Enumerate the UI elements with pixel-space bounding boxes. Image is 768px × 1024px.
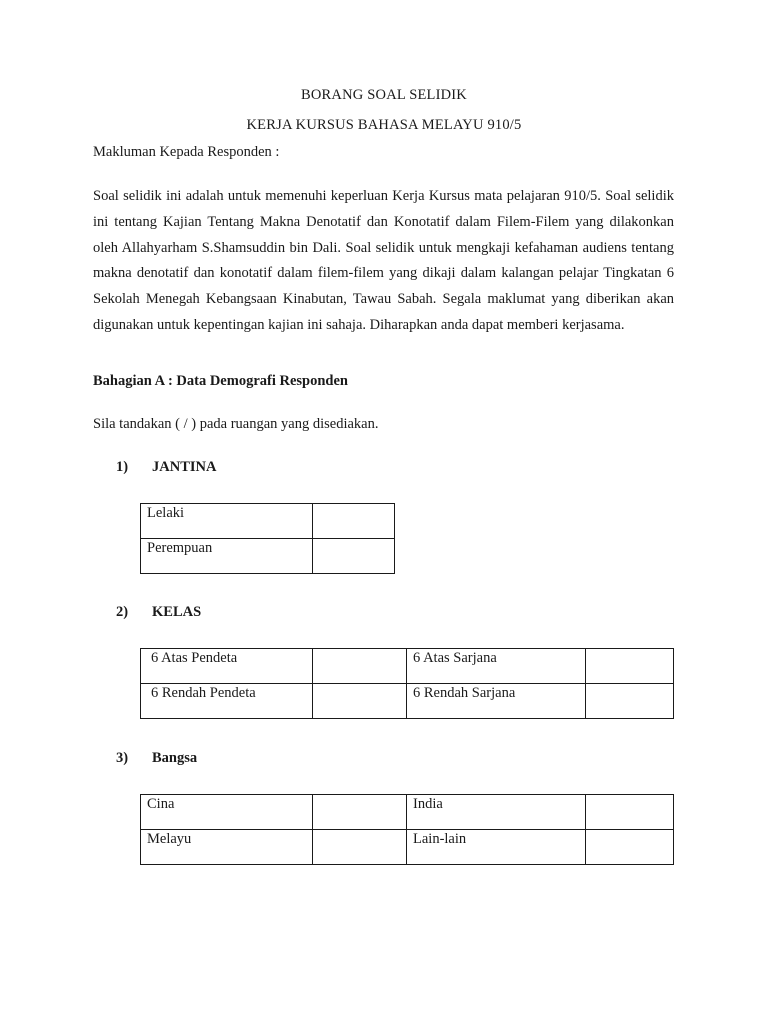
option-label-lelaki: Lelaki xyxy=(141,504,313,539)
question-number: 1) xyxy=(116,459,129,475)
question-label: JANTINA xyxy=(152,459,217,475)
option-label-6-rendah-pendeta: 6 Rendah Pendeta xyxy=(141,684,313,719)
checkbox-6-rendah-sarjana[interactable] xyxy=(586,684,674,719)
table-row xyxy=(141,830,674,865)
checkbox-melayu[interactable] xyxy=(313,830,407,865)
question-jantina-heading xyxy=(116,459,216,476)
checkbox-india[interactable] xyxy=(586,795,674,830)
table-row xyxy=(141,649,674,684)
question-number: 2) xyxy=(116,604,129,620)
checkbox-lain-lain[interactable] xyxy=(586,830,674,865)
table-row xyxy=(141,684,674,719)
table-row xyxy=(141,504,395,539)
option-label-india: India xyxy=(407,795,586,830)
question-number: 3) xyxy=(116,750,129,766)
option-label-cina: Cina xyxy=(141,795,313,830)
table-row xyxy=(141,539,395,574)
kelas-options-table xyxy=(140,648,674,719)
option-label-6-rendah-sarjana: 6 Rendah Sarjana xyxy=(407,684,586,719)
table-row xyxy=(141,795,674,830)
option-label-6-atas-sarjana: 6 Atas Sarjana xyxy=(407,649,586,684)
bangsa-options-table xyxy=(140,794,674,865)
question-label: KELAS xyxy=(152,604,202,620)
intro-paragraph: Soal selidik ini adalah untuk memenuhi keperluan Kerja Kursus mata pelajaran 910/5. Soal selidik ini tentang Kajian Tentang Makna Denotatif dan Konotatif dalam Filem-Filem yang dilakonkan oleh Allahyarham S.Shamsuddin bin Dali. Soal selidik untuk mengkaji kefahaman audiens tentang makna denotatif dan konotatif dalam filem-filem yang dikaji dalam kalangan pelajar Tingkatan 6 Sekolah Menegah Kebangsaan Kinabutan, Tawau Sabah. Segala maklumat yang diberikan akan digunakan untuk kepentingan kajian ini sahaja. Diharapkan anda dapat memberi kerjasama. xyxy=(93,188,674,333)
checkbox-lelaki[interactable] xyxy=(313,504,395,539)
form-subtitle: KERJA KURSUS BAHASA MELAYU 910/5 xyxy=(246,117,522,133)
option-label-perempuan: Perempuan xyxy=(141,539,313,574)
checkbox-cina[interactable] xyxy=(313,795,407,830)
salutation: Makluman Kepada Responden : xyxy=(93,144,280,160)
checkbox-6-atas-sarjana[interactable] xyxy=(586,649,674,684)
question-kelas-heading xyxy=(116,604,201,621)
option-label-6-atas-pendeta: 6 Atas Pendeta xyxy=(141,649,313,684)
option-label-melayu: Melayu xyxy=(141,830,313,865)
question-label: Bangsa xyxy=(152,750,198,766)
instruction-text: Sila tandakan ( / ) pada ruangan yang disediakan. xyxy=(93,416,379,432)
form-title: BORANG SOAL SELIDIK xyxy=(301,87,467,103)
option-label-lain-lain: Lain-lain xyxy=(407,830,586,865)
question-bangsa-heading xyxy=(116,750,197,767)
section-a-heading: Bahagian A : Data Demografi Responden xyxy=(93,373,348,389)
checkbox-perempuan[interactable] xyxy=(313,539,395,574)
jantina-options-table xyxy=(140,503,395,574)
checkbox-6-rendah-pendeta[interactable] xyxy=(313,684,407,719)
checkbox-6-atas-pendeta[interactable] xyxy=(313,649,407,684)
